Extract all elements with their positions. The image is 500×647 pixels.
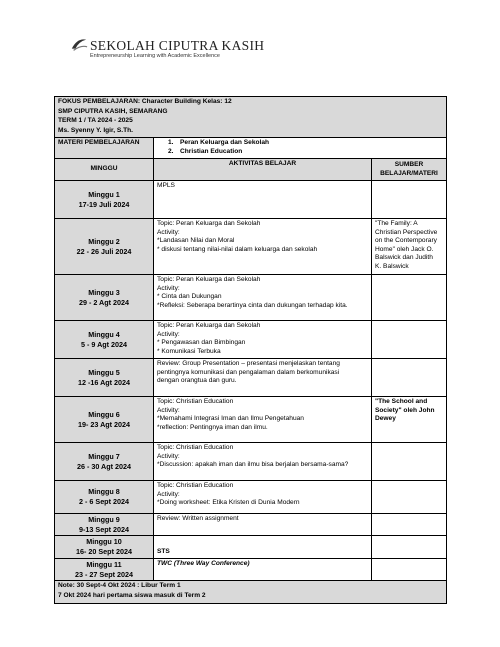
activity-line: Activity:	[157, 228, 180, 236]
materi-list	[154, 138, 447, 159]
activity-line: * Komunikasi Terbuka	[157, 347, 221, 355]
col-header-minggu: MINGGU	[55, 159, 154, 181]
source-line: Christian Perspective	[375, 228, 438, 236]
week-dates: 12 -16 Agt 2024	[77, 377, 131, 387]
activity-line: Activity:	[157, 406, 180, 414]
activity-line: Activity:	[157, 452, 180, 460]
week-dates: 9-13 Sept 2024	[79, 524, 129, 534]
activity-cell	[154, 219, 372, 275]
activity-cell	[154, 514, 372, 536]
week-row	[55, 181, 447, 219]
source-cell	[372, 219, 447, 275]
week-number: Minggu 5	[88, 367, 120, 377]
week-cell	[55, 181, 154, 219]
activity-cell	[154, 359, 372, 397]
week-number: Minggu 10	[86, 537, 122, 547]
activity-cell	[154, 181, 372, 219]
activity-line: MPLS	[157, 182, 175, 189]
activity-line: Topic: Christian Education	[157, 398, 234, 405]
activity-line: Activity:	[157, 284, 180, 292]
activity-line: *Refleksi: Seberapa berartinya cinta dan dukungan terhadap kita.	[157, 301, 348, 309]
week-cell	[55, 481, 154, 514]
week-number: Minggu 4	[88, 329, 120, 339]
week-dates: 22 - 26 Juli 2024	[76, 246, 132, 256]
week-dates: 29 - 2 Agt 2024	[78, 297, 130, 307]
source-line: "The School and	[375, 398, 428, 405]
header-line: TERM 1 / TA 2024 - 2025	[58, 117, 133, 124]
week-dates: 5 - 9 Agt 2024	[80, 339, 128, 349]
activity-line: Topic: Christian Education	[157, 444, 234, 451]
col-header-aktivitas: AKTIVITAS BELAJAR	[154, 159, 372, 181]
week-row	[55, 321, 447, 359]
source-line: "The Family: A	[375, 220, 418, 227]
activity-line: Topic: Peran Keluarga dan Sekolah	[157, 220, 261, 227]
activity-cell	[154, 536, 372, 558]
week-dates: 19- 23 Agt 2024	[77, 419, 131, 429]
activity-line: Activity:	[157, 330, 180, 338]
source-line: Home" oleh Jack O.	[375, 245, 434, 253]
materi-item: 2. Christian Education	[168, 148, 243, 155]
source-cell	[372, 359, 447, 397]
activity-line: STS	[157, 548, 170, 556]
activity-line: Activity:	[157, 490, 180, 498]
source-line: Society" oleh John	[375, 406, 435, 414]
footer-note	[55, 581, 447, 604]
week-number: Minggu 6	[88, 409, 120, 419]
week-cell	[55, 536, 154, 558]
activity-cell	[154, 481, 372, 514]
note-line: 7 Okt 2024 hari pertama siswa masuk di Term 2	[58, 592, 206, 600]
activity-line: TWC (Three Way Conference)	[157, 559, 250, 567]
source-cell	[372, 514, 447, 536]
activity-cell	[154, 443, 372, 481]
week-row	[55, 359, 447, 397]
activity-line: *reflection: Pentingnya iman dan ilmu.	[157, 423, 268, 431]
note-line: Note: 30 Sept-4 Okt 2024 : Libur Term 1	[58, 582, 181, 590]
activity-line: pentingnya komunikasi dan pengalaman dalam berkomunikasi	[157, 368, 340, 376]
activity-line: Review: Written assignment	[157, 515, 239, 522]
week-number: Minggu 1	[88, 189, 120, 199]
activity-cell	[154, 558, 372, 580]
activity-line: *Discussion: apakah iman dan ilmu bisa berjalan bersama-sama?	[157, 461, 349, 469]
week-number: Minggu 2	[88, 236, 120, 246]
source-cell	[372, 275, 447, 321]
source-line: Balswick dan Judith	[375, 254, 433, 262]
week-dates: 23 - 27 Sept 2024	[75, 569, 133, 579]
source-cell	[372, 481, 447, 514]
week-number: Minggu 3	[88, 287, 120, 297]
week-cell	[55, 443, 154, 481]
source-line: on the Contemporary	[375, 237, 437, 245]
week-dates: 26 - 30 Agt 2024	[76, 461, 132, 471]
week-row	[55, 558, 447, 580]
week-row	[55, 443, 447, 481]
materi-label: MATERI PEMBELAJARAN	[55, 138, 154, 159]
header-line: Ms. Syenny Y. Igir, S.Th.	[58, 126, 133, 134]
activity-line: *Doing worksheet: Etika Kristen di Dunia Modern	[157, 499, 300, 507]
activity-line: *Landasan Nilai dan Moral	[157, 237, 235, 245]
logo-tagline: Entrepreneurship Learning with Academic Excellence	[90, 53, 220, 59]
activity-line: dengan orangtua dan guru.	[157, 377, 237, 385]
activity-line: Topic: Christian Education	[157, 482, 234, 489]
source-cell	[372, 397, 447, 443]
week-row	[55, 536, 447, 558]
week-dates: 2 - 6 Sept 2024	[79, 497, 129, 506]
week-number: Minggu 8	[88, 487, 120, 497]
header-line: SMP CIPUTRA KASIH, SEMARANG	[58, 107, 168, 115]
week-cell	[55, 397, 154, 443]
source-cell	[372, 536, 447, 558]
source-line: K. Balswick	[375, 262, 409, 270]
syllabus-table	[54, 96, 447, 604]
week-number: Minggu 7	[88, 451, 120, 461]
activity-cell	[154, 397, 372, 443]
week-row	[55, 514, 447, 536]
activity-cell	[154, 275, 372, 321]
week-number: Minggu 9	[88, 515, 120, 524]
week-dates: 16- 20 Sept 2024	[76, 547, 132, 557]
source-cell	[372, 181, 447, 219]
school-logo	[60, 36, 265, 64]
activity-line: *Memahami Integrasi Iman dan Ilmu Pengetahuan	[157, 415, 304, 423]
col-header-sumber: SUMBER BELAJAR/MATERI	[372, 159, 447, 181]
week-cell	[55, 558, 154, 580]
week-cell	[55, 275, 154, 321]
activity-line: Review: Group Presentation – presentasi menjelaskan tentang	[157, 360, 340, 367]
activity-line: * Cinta dan Dukungan	[157, 293, 222, 301]
activity-line: Topic: Peran Keluarga dan Sekolah	[157, 322, 261, 329]
source-cell	[372, 443, 447, 481]
week-row	[55, 219, 447, 275]
activity-line: * diskusi tentang nilai-nilai dalam keluarga dan sekolah	[157, 245, 318, 253]
activity-line: Topic: Peran Keluarga dan Sekolah	[157, 276, 261, 283]
source-cell	[372, 558, 447, 580]
syllabus-header	[55, 97, 447, 138]
source-cell	[372, 321, 447, 359]
week-cell	[55, 359, 154, 397]
week-dates: 17-19 Juli 2024	[78, 199, 130, 209]
week-row	[55, 397, 447, 443]
week-row	[55, 275, 447, 321]
week-cell	[55, 219, 154, 275]
week-cell	[55, 514, 154, 536]
logo-name: SEKOLAH CIPUTRA KASIH	[90, 38, 265, 53]
header-line: FOKUS PEMBELAJARAN: Character Building Kelas: 12	[58, 98, 232, 105]
week-number: Minggu 11	[86, 559, 122, 569]
week-cell	[55, 321, 154, 359]
week-row	[55, 481, 447, 514]
activity-cell	[154, 321, 372, 359]
materi-item: 1. Peran Keluarga dan Sekolah	[168, 139, 270, 146]
source-line: Dewey	[375, 415, 396, 423]
activity-line: * Pengawasan dan Bimbingan	[157, 339, 246, 347]
school-crest-icon	[70, 36, 88, 54]
